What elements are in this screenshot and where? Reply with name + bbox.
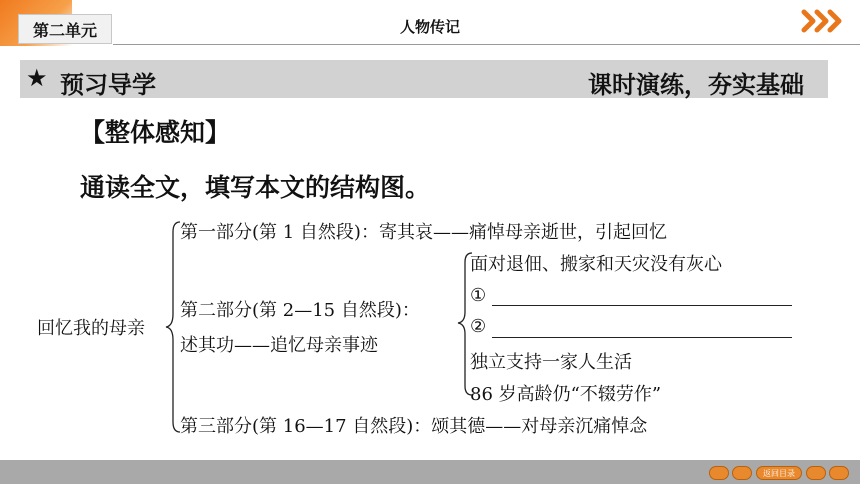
root-label: 回忆我的母亲 [37,318,145,339]
prev-page-button[interactable] [732,466,752,480]
part2-item-4: 独立支持一家人生活 [470,352,632,373]
page-title: 人物传记 [399,18,460,36]
blank-1-marker: ① [470,285,487,306]
blank-2-line[interactable] [492,337,792,338]
first-page-button[interactable] [709,466,729,480]
last-page-button[interactable] [829,466,849,480]
section-title: 预习导学 [60,70,156,99]
unit-label: 第二单元 [18,14,112,44]
blank-1-line[interactable] [492,305,792,306]
part2-title: 第二部分(第 2—15 自然段)： [180,300,420,321]
part3-text: 第三部分(第 16—17 自然段)：颂其德——对母亲沉痛悼念 [180,416,648,437]
part2-item-5: 86 岁高龄仍“不辍劳作” [470,384,662,405]
main-brace [166,222,180,432]
footer-bar [0,460,860,484]
instruction: 通读全文，填写本文的结构图。 [80,173,431,202]
section-right-title: 课时演练，夯实基础 [588,70,804,99]
part2-summary: 述其功——追忆母亲事迹 [180,335,378,356]
home-button[interactable]: 返回目录 [756,466,802,480]
blank-2-marker: ② [470,316,487,337]
next-page-button[interactable] [806,466,826,480]
subheading: 【整体感知】 [80,118,231,147]
part2-item-1: 面对退佃、搬家和天灾没有灰心 [470,254,722,275]
part1-text: 第一部分(第 1 自然段)：寄其哀——痛悼母亲逝世，引起回忆 [180,222,667,243]
star-icon: ★ [26,64,48,92]
